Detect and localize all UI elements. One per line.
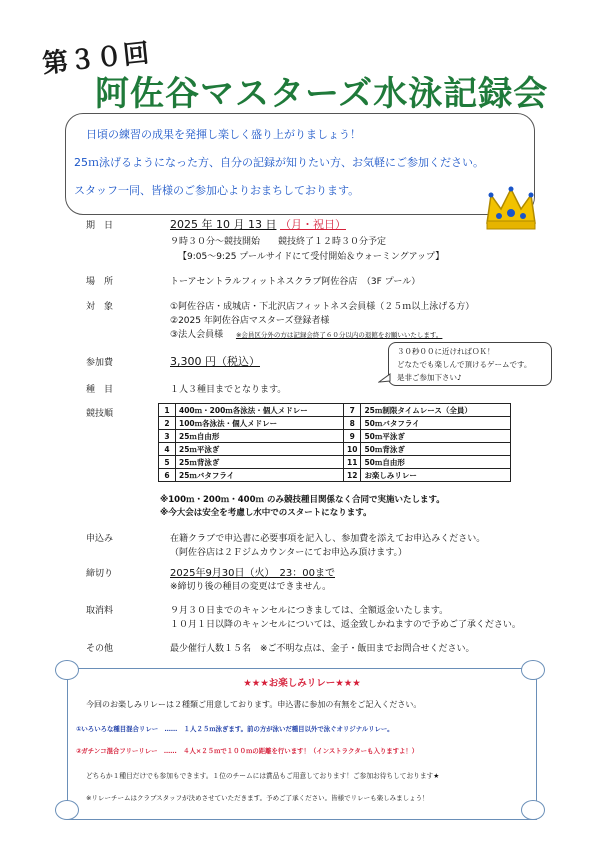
- event-name: 50ｍ平泳ぎ: [361, 430, 511, 443]
- apply-label: 申込み: [86, 534, 114, 544]
- relay-scroll: [55, 660, 545, 820]
- events-note-1: ※100ｍ・200ｍ・400ｍ のみ競技種目関係なく合同で実施いたします。: [160, 495, 445, 505]
- target-1: ①阿佐谷店・成城店・下北沢店フィットネス会員様（２５ｍ以上泳げる方）: [170, 302, 475, 312]
- event-name: 50ｍ背泳ぎ: [361, 443, 511, 456]
- relay-item-2: ②ガチンコ混合フリーリレー …… ４人×２５ｍで１００ｍの距離を行います！（インストラクターも入りますよ！）: [76, 747, 419, 755]
- scroll-curl-bottom-right: [521, 800, 545, 820]
- apply-line-2: （阿佐谷店は２Ｆジムカウンターにてお申込み頂けます。）: [170, 548, 408, 558]
- event-number: 1: [159, 404, 176, 417]
- deadline-label: 締切り: [86, 569, 114, 579]
- event-name: 25ｍ平泳ぎ: [176, 443, 344, 456]
- event-name: 25ｍ自由形: [176, 430, 344, 443]
- events-table-row: [159, 404, 511, 417]
- event-name: 50ｍ自由形: [361, 456, 511, 469]
- bubble-line-3: 是非ご参加下さい♪: [397, 373, 462, 382]
- other-label: その他: [86, 644, 114, 654]
- events-table-row: [159, 443, 511, 456]
- event-name: お楽しみリレー: [361, 469, 511, 482]
- target-3-note: ※会員区分外の方は記録会終了６０分以内の退館をお願いいたします。: [235, 331, 443, 339]
- crown-icon: [483, 183, 539, 233]
- bubble-line-2: どなたでも楽しんで頂けるゲームです。: [397, 360, 532, 369]
- warmup-line: 【9:05～9:25 プールサイドにて受付開始＆ウォーミングアップ】: [178, 252, 445, 262]
- deadline-note: ※締切り後の種目の変更はできません。: [170, 582, 332, 592]
- other-value: 最少催行人数１５名 ※ご不明な点は、金子・飯田までお問合せください。: [170, 644, 475, 654]
- event-number: 6: [159, 469, 176, 482]
- events-table-row: [159, 469, 511, 482]
- events-table-row: [159, 417, 511, 430]
- scroll-curl-bottom-left: [55, 800, 79, 820]
- relay-line-4: ※リレーチームはクラブスタッフが決めさせていただきます。予めご了承ください。皆様でリレーも楽しみましょう！: [86, 794, 429, 802]
- date-row: [170, 216, 346, 232]
- scroll-curl-top-left: [55, 660, 79, 680]
- events-note-2: ※今大会は安全を考慮し水中でのスタートになります。: [160, 508, 372, 518]
- events-table: [158, 403, 511, 482]
- venue-label: 場 所: [86, 277, 114, 287]
- event-name: 25ｍ制限タイムレース（全員）: [361, 404, 511, 417]
- target-2: ②2025 年阿佐谷店マスターズ登録者様: [170, 316, 330, 326]
- events-table-row: [159, 430, 511, 443]
- intro-line-3: スタッフ一同、皆様のご参加心よりおまちしております。: [74, 184, 360, 197]
- page-title: 阿佐谷マスターズ水泳記録会: [95, 74, 549, 114]
- event-number: 11: [344, 456, 361, 469]
- bubble-tail: [378, 372, 392, 384]
- intro-line-2: 25ｍ泳げるようになった方、自分の記録が知りたい方、お気軽にご参加ください。: [74, 156, 484, 169]
- event-name: 100ｍ各泳法・個人メドレー: [176, 417, 344, 430]
- fee-label: 参加費: [86, 358, 114, 368]
- event-number: 4: [159, 443, 176, 456]
- cancel-line-2: １０月１日以降のキャンセルについては、返金致しかねますので予めご了承ください。: [170, 620, 521, 630]
- event-name: 25ｍバタフライ: [176, 469, 344, 482]
- apply-line-1: 在籍クラブで申込書に必要事項を記入し、参加費を添えてお申込みください。: [170, 534, 486, 544]
- time-line: ９時３０分～競技開始 競技終了１２時３０分予定: [170, 237, 387, 247]
- speech-bubble: [388, 342, 552, 386]
- event-number: 5: [159, 456, 176, 469]
- relay-title: ★★★お楽しみリレー★★★: [243, 678, 361, 689]
- relay-panel: [67, 668, 537, 820]
- date-label: 期 日: [86, 221, 114, 231]
- scroll-curl-top-right: [521, 660, 545, 680]
- target-label: 対 象: [86, 302, 114, 312]
- edition-heading: 第３０回: [40, 38, 152, 80]
- order-label: 競技順: [86, 409, 114, 419]
- cancel-label: 取消料: [86, 606, 114, 616]
- intro-line-1: 日頃の練習の成果を発揮し楽しく盛り上がりましょう！: [86, 128, 361, 141]
- relay-intro: 今回のお楽しみリレーは２種類ご用意しております。申込書に参加の有無をご記入ください。: [86, 700, 422, 709]
- event-number: 9: [344, 430, 361, 443]
- date-value: 2025 年 10 月 13 日: [170, 218, 277, 231]
- relay-item-1: ①いろいろな種目混合リレー …… １人２５ｍ泳ぎます。前の方が泳いだ種目以外で泳ぐオリジナルリレー。: [76, 725, 394, 733]
- bubble-line-1: ３０秒００に近ければＯＫ！: [397, 347, 495, 356]
- venue-value: トーアセントラルフィットネスクラブ阿佐谷店 （3F プール）: [170, 277, 421, 287]
- event-name: 50ｍバタフライ: [361, 417, 511, 430]
- event-number: 8: [344, 417, 361, 430]
- relay-line-3: どちらか１種目だけでも参加もできます。１位のチームには賞品もご用意しております！ご参加お待ちしております★: [86, 772, 440, 780]
- event-name: 25ｍ背泳ぎ: [176, 456, 344, 469]
- fee-value: 3,300 円（税込）: [170, 355, 260, 368]
- events-value: １人３種目までとなります。: [170, 385, 287, 395]
- event-number: 3: [159, 430, 176, 443]
- intro-box: [65, 113, 535, 215]
- target-3-row: [170, 327, 442, 340]
- event-number: 10: [344, 443, 361, 456]
- cancel-line-1: ９月３０日までのキャンセルにつきましては、全額返金いたします。: [170, 606, 449, 616]
- events-table-row: [159, 456, 511, 469]
- event-number: 12: [344, 469, 361, 482]
- deadline-value: 2025年9月30日（火） 23：00まで: [170, 568, 335, 579]
- event-number: 7: [344, 404, 361, 417]
- event-number: 2: [159, 417, 176, 430]
- events-label: 種 目: [86, 385, 114, 395]
- target-3: ③法人会員様: [170, 330, 224, 340]
- event-name: 400ｍ・200ｍ各泳法・個人メドレー: [176, 404, 344, 417]
- date-day: （月・祝日）: [279, 218, 346, 231]
